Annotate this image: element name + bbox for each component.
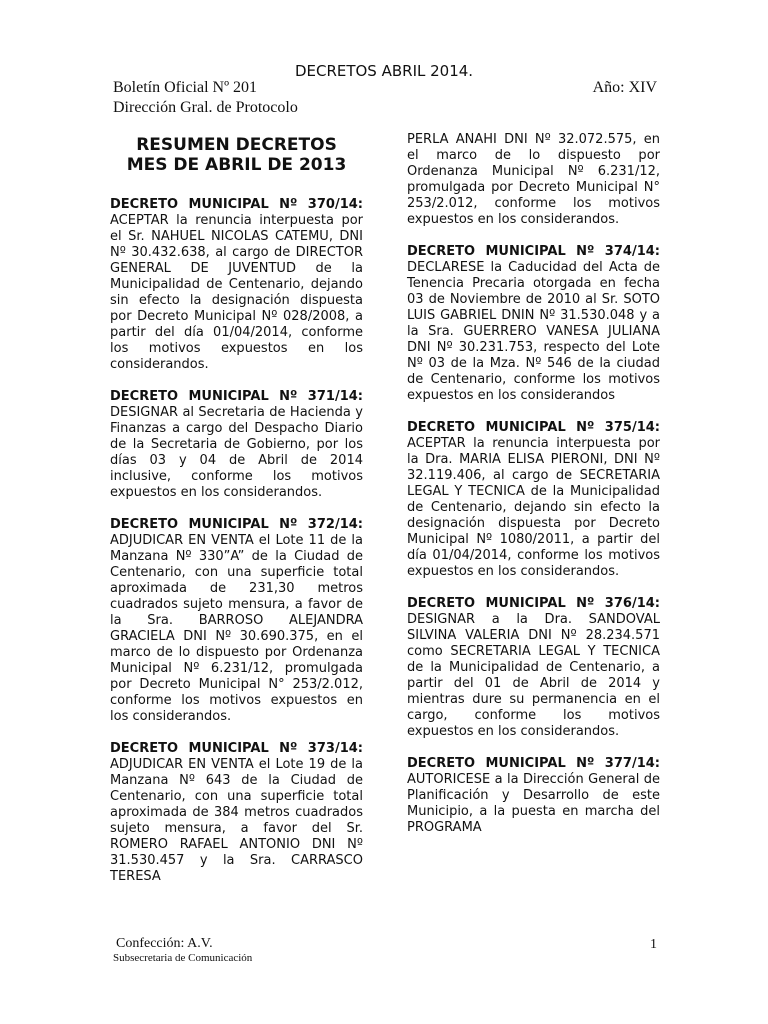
decree-371 [110,389,363,501]
decree-text: ACEPTAR la renuncia interpuesta por el Sr. NAHUEL NICOLAS CATEMU, DNI Nº 30.432.638, al cargo de DIRECTOR GENERAL DE JUVENTUD de la Municipalidad de Centenario, dejando sin efecto la designación dispuesta por Decreto Municipal Nº 028/2008, a partir del día 01/04/2014, conforme los motivos expuestos en los considerandos. [110,213,363,372]
left-column [110,132,363,901]
decree-377 [407,756,660,836]
page-title: DECRETOS ABRIL 2014. [294,62,474,80]
decree-376 [407,596,660,740]
decree-373-continued: PERLA ANAHI DNI Nº 32.072.575, en el marco de lo dispuesto por Ordenanza Municipal Nº 6.231/12, promulgada por Decreto Municipal N° 253/2.012, conforme los motivos expuestos en los considerandos. [407,132,660,227]
direccion-label: Dirección Gral. de Protocolo [113,99,298,116]
decree-373 [110,741,363,885]
boletin-number: Boletín Oficial Nº 201 [113,79,258,96]
decree-text: ADJUDICAR EN VENTA el Lote 19 de la Manzana Nº 643 de la Ciudad de Centenario, con una superficie total aproximada de 384 metros cuadrados sujeto mensura, a favor del Sr. ROMERO RAFAEL ANTONIO DNI Nº 31.530.457 y la Sra. CARRASCO TERESA [110,757,363,884]
decree-370 [110,197,363,373]
decree-text: ADJUDICAR EN VENTA el Lote 11 de la Manzana Nº 330”A” de la Ciudad de Centenario, con una superficie total aproximada de 231,30 metros cuadrados sujeto mensura, a favor de la Sra. BARROSO ALEJANDRA GRACIELA DNI Nº 30.690.375, en el marco de lo dispuesto por Ordenanza Municipal Nº 6.231/12, promulgada por Decreto Municipal N° 253/2.012, conforme los motivos expuestos en los considerandos. [110,533,363,724]
decree-text: ACEPTAR la renuncia interpuesta por la Dra. MARIA ELISA PIERONI, DNI Nº 32.119.406, al cargo de SECRETARIA LEGAL Y TECNICA de la Municipalidad de Centenario, dejando sin efecto la designación dispuesta por Decreto Municipal Nº 1080/2011, a partir del día 01/04/2014, conforme los motivos expuestos en los considerandos. [407,436,660,579]
decree-heading: DECRETO MUNICIPAL Nº 374/14: [407,244,660,259]
decree-heading: DECRETO MUNICIPAL Nº 371/14: [110,389,363,404]
decree-heading: DECRETO MUNICIPAL Nº 370/14: [110,197,363,212]
decree-heading: DECRETO MUNICIPAL Nº 376/14: [407,596,660,611]
decree-heading: DECRETO MUNICIPAL Nº 372/14: [110,517,363,532]
decree-text: DESIGNAR al Secretaria de Hacienda y Finanzas a cargo del Despacho Diario de la Secretaria de Gobierno, por los días 03 y 04 de Abril de 2014 inclusive, conforme los motivos expuestos en los considerandos. [110,405,363,500]
decree-375 [407,420,660,580]
summary-title-line2: MES DE ABRIL DE 2013 [126,155,347,175]
decree-heading: DECRETO MUNICIPAL Nº 373/14: [110,741,363,756]
right-column [407,132,660,852]
summary-title [110,135,363,175]
subsecretaria-label: Subsecretaria de Comunicación [113,952,253,964]
decree-text: AUTORICESE a la Dirección General de Planificación y Desarrollo de este Municipio, a la puesta en marcha del PROGRAMA [407,772,660,835]
page-number: 1 [650,937,657,952]
year-label: Año: XIV [592,79,657,96]
footer [113,936,252,965]
decree-heading: DECRETO MUNICIPAL Nº 375/14: [407,420,660,435]
summary-title-line1: RESUMEN DECRETOS [136,135,337,155]
decree-text: DECLARESE la Caducidad del Acta de Tenencia Precaria otorgada en fecha 03 de Noviembre de 2010 al Sr. SOTO LUIS GABRIEL DNIN Nº 31.530.048 y a la Sra. GUERRERO VANESA JULIANA DNI Nº 30.231.753, respecto del Lote Nº 03 de la Mza. Nº 546 de la ciudad de Centenario, conforme los motivos expuestos en los considerandos [407,260,660,403]
decree-374 [407,244,660,404]
decree-372 [110,517,363,725]
confeccion-label: Confección: A.V. [116,936,213,951]
decree-text: DESIGNAR a la Dra. SANDOVAL SILVINA VALERIA DNI Nº 28.234.571 como SECRETARIA LEGAL Y TECNICA de la Municipalidad de Centenario, a partir del 01 de Abril de 2014 y mientras dure su permanencia en el cargo, conforme los motivos expuestos en los considerandos. [407,612,660,739]
decree-heading: DECRETO MUNICIPAL Nº 377/14: [407,756,660,771]
